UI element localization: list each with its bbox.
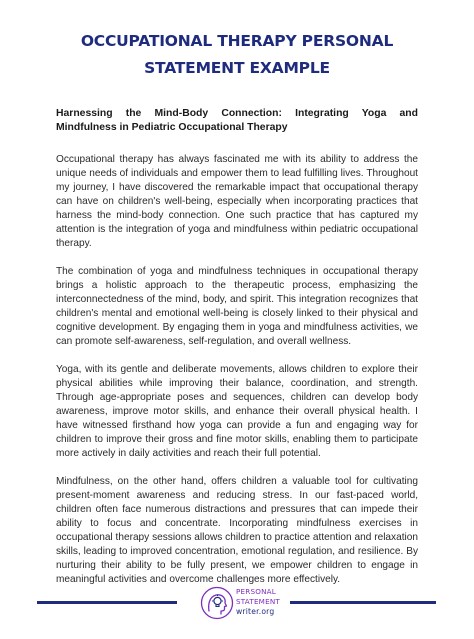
head-lightbulb-icon <box>200 586 234 620</box>
footer-divider-right <box>290 601 436 604</box>
paragraph-3: Yoga, with its gentle and deliberate movements, allows children to explore their physical abilities while improving their balance, coordination, and strength. Through age-appropriate poses and sequences, children can develop body awareness, improve motor skills, and enhance their overall physical health. I have witnessed firsthand how yoga can provide a fun and engaging way for children to improve their gross and fine motor skills, enabling them to participate more actively in daily activities and reach their full potential. <box>56 364 418 459</box>
footer-divider-left <box>37 601 177 604</box>
document-subtitle: Harnessing the Mind-Body Connection: Integrating Yoga and Mindfulness in Pediatric Occupational Therapy <box>56 108 418 133</box>
paragraph-1: Occupational therapy has always fascinated me with its ability to address the unique needs of individuals and empower them to lead fulfilling lives. Throughout my journey, I have discovered the remarkable impact that occupational therapy can have on children's well-being, especially when incorporating practices that harness the mind-body connection. One such practice that has captured my attention is the integration of yoga and mindfulness within pediatric occupational therapy. <box>56 154 418 249</box>
paragraph-4: Mindfulness, on the other hand, offers children a valuable tool for cultivating present-moment awareness and reducing stress. In our fast-paced world, children often face numerous distractions and pressures that can impede their ability to focus and concentrate. Incorporating mindfulness exercises in occupational therapy sessions allows children to practice attention and relaxation skills, leading to improved concentration, emotional regulation, and resilience. By nurturing their ability to be fully present, we empower children to engage in meaningful activities and overcome challenges more effectively. <box>56 476 418 585</box>
document-body <box>56 107 418 601</box>
brand-logo-line-1: PERSONAL <box>236 587 276 596</box>
brand-logo-line-2: STATEMENT <box>236 597 280 606</box>
page-footer <box>0 584 474 624</box>
page-title <box>0 28 474 82</box>
page-title-line-1: OCCUPATIONAL THERAPY PERSONAL <box>80 32 394 50</box>
brand-logo-text <box>236 587 280 617</box>
paragraph-2: The combination of yoga and mindfulness techniques in occupational therapy brings a holistic approach to the therapeutic process, emphasizing the interconnectedness of the mind, body, and spirit. This integration recognizes that children's mental and emotional well-being is closely linked to their physical and cognitive development. By engaging them in yoga and mindfulness activities, we can promote self-awareness, self-regulation, and overall wellness. <box>56 266 418 347</box>
brand-logo-line-3: writer.org <box>236 607 275 616</box>
page-title-line-2: STATEMENT EXAMPLE <box>144 59 330 77</box>
brand-logo <box>200 584 290 624</box>
